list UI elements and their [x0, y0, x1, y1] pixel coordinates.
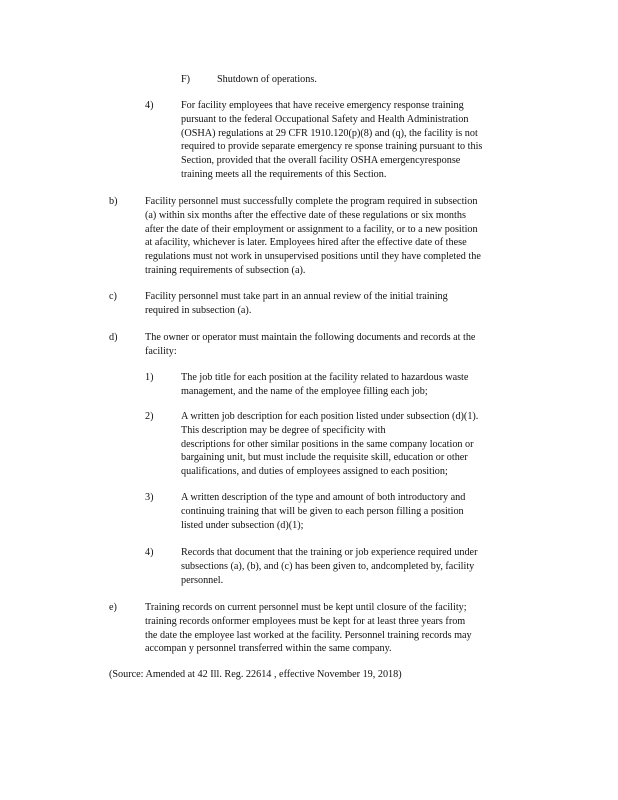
text-line: management, and the name of the employee filling each job;: [181, 385, 428, 397]
text-line: A written job description for each position listed under subsection (d)(1).: [181, 411, 479, 422]
source-text: (Source: Amended at 42 Ill. Reg. 22614 , effective November 19, 2018): [109, 669, 402, 680]
item-label: 2): [145, 411, 154, 422]
item-label: b): [109, 196, 118, 207]
text-line: Records that document that the training or job experience required under: [181, 547, 478, 558]
text-line: Facility personnel must take part in an annual review of the initial training: [145, 291, 448, 302]
text-line: subsections (a), (b), and (c) has been given to, andcompleted by, facility: [181, 560, 475, 572]
item-label: 1): [145, 372, 154, 383]
item-text: [181, 410, 533, 479]
text-line: Training records on current personnel must be kept until closure of the facility;: [145, 602, 467, 613]
text-line: continuing training that will be given to each person filling a position: [181, 505, 464, 517]
text-line: For facility employees that have receive emergency response training: [181, 100, 464, 111]
item-text: [217, 73, 417, 87]
item-label: F): [181, 74, 191, 85]
text-line: bargaining unit, but must include the requisite skill, education or other: [181, 452, 468, 464]
text-line: at afacility, whichever is later. Employees hired after the effective date of these: [145, 237, 467, 249]
text-line: training requirements of subsection (a).: [145, 264, 306, 276]
item-text: [145, 331, 541, 359]
item-label: c): [109, 291, 117, 302]
item-label: 4): [145, 100, 154, 111]
text-line: A written description of the type and amount of both introductory and: [181, 492, 466, 503]
item-text: [181, 371, 533, 399]
item-text: [145, 195, 541, 278]
text-line: training meets all the requirements of this Section.: [181, 168, 387, 180]
text-line: The owner or operator must maintain the following documents and records at the: [145, 332, 476, 343]
text-line: The job title for each position at the facility related to hazardous waste: [181, 372, 469, 383]
text-line: required to provide separate emergency re sponse training pursuant to this: [181, 141, 483, 153]
text-line: required in subsection (a).: [145, 304, 252, 316]
text-line: the date the employee last worked at the facility. Personnel training records may: [145, 629, 472, 641]
item-label: e): [109, 602, 117, 613]
text-line: facility:: [145, 345, 177, 357]
text-line: regulations must not work in unsupervised positions until they have completed the: [145, 251, 481, 263]
text-line: accompan y personnel transferred within the same company.: [145, 643, 392, 655]
item-text: [181, 491, 533, 532]
text-line: descriptions for other similar positions in the same company location or: [181, 438, 474, 450]
text-line: pursuant to the federal Occupational Safety and Health Administration: [181, 113, 469, 125]
item-label: 3): [145, 492, 154, 503]
text-line: personnel.: [181, 574, 224, 586]
item-text: [145, 290, 541, 318]
text-line: training records onformer employees must be kept for at least three years from: [145, 615, 466, 627]
item-label: d): [109, 332, 118, 343]
text-line: qualifications, and duties of employees assigned to each position;: [181, 466, 448, 478]
text-line: (a) within six months after the effective date of these regulations or six months: [145, 209, 466, 221]
item-text: [181, 99, 533, 182]
text-line: Facility personnel must successfully complete the program required in subsection: [145, 196, 478, 207]
item-text: [145, 601, 535, 656]
text-line: Shutdown of operations.: [217, 74, 317, 85]
text-line: This description may be degree of specificity with: [181, 424, 386, 436]
text-line: (OSHA) regulations at 29 CFR 1910.120(p)(8) and (q), the facility is not: [181, 127, 478, 139]
text-line: Section, provided that the overall facility OSHA emergencyresponse: [181, 155, 461, 167]
item-text: [181, 546, 533, 587]
text-line: after the date of their employment or assignment to a facility, or to a new position: [145, 223, 478, 235]
text-line: listed under subsection (d)(1);: [181, 519, 304, 531]
source-note: [109, 668, 402, 682]
item-label: 4): [145, 547, 154, 558]
